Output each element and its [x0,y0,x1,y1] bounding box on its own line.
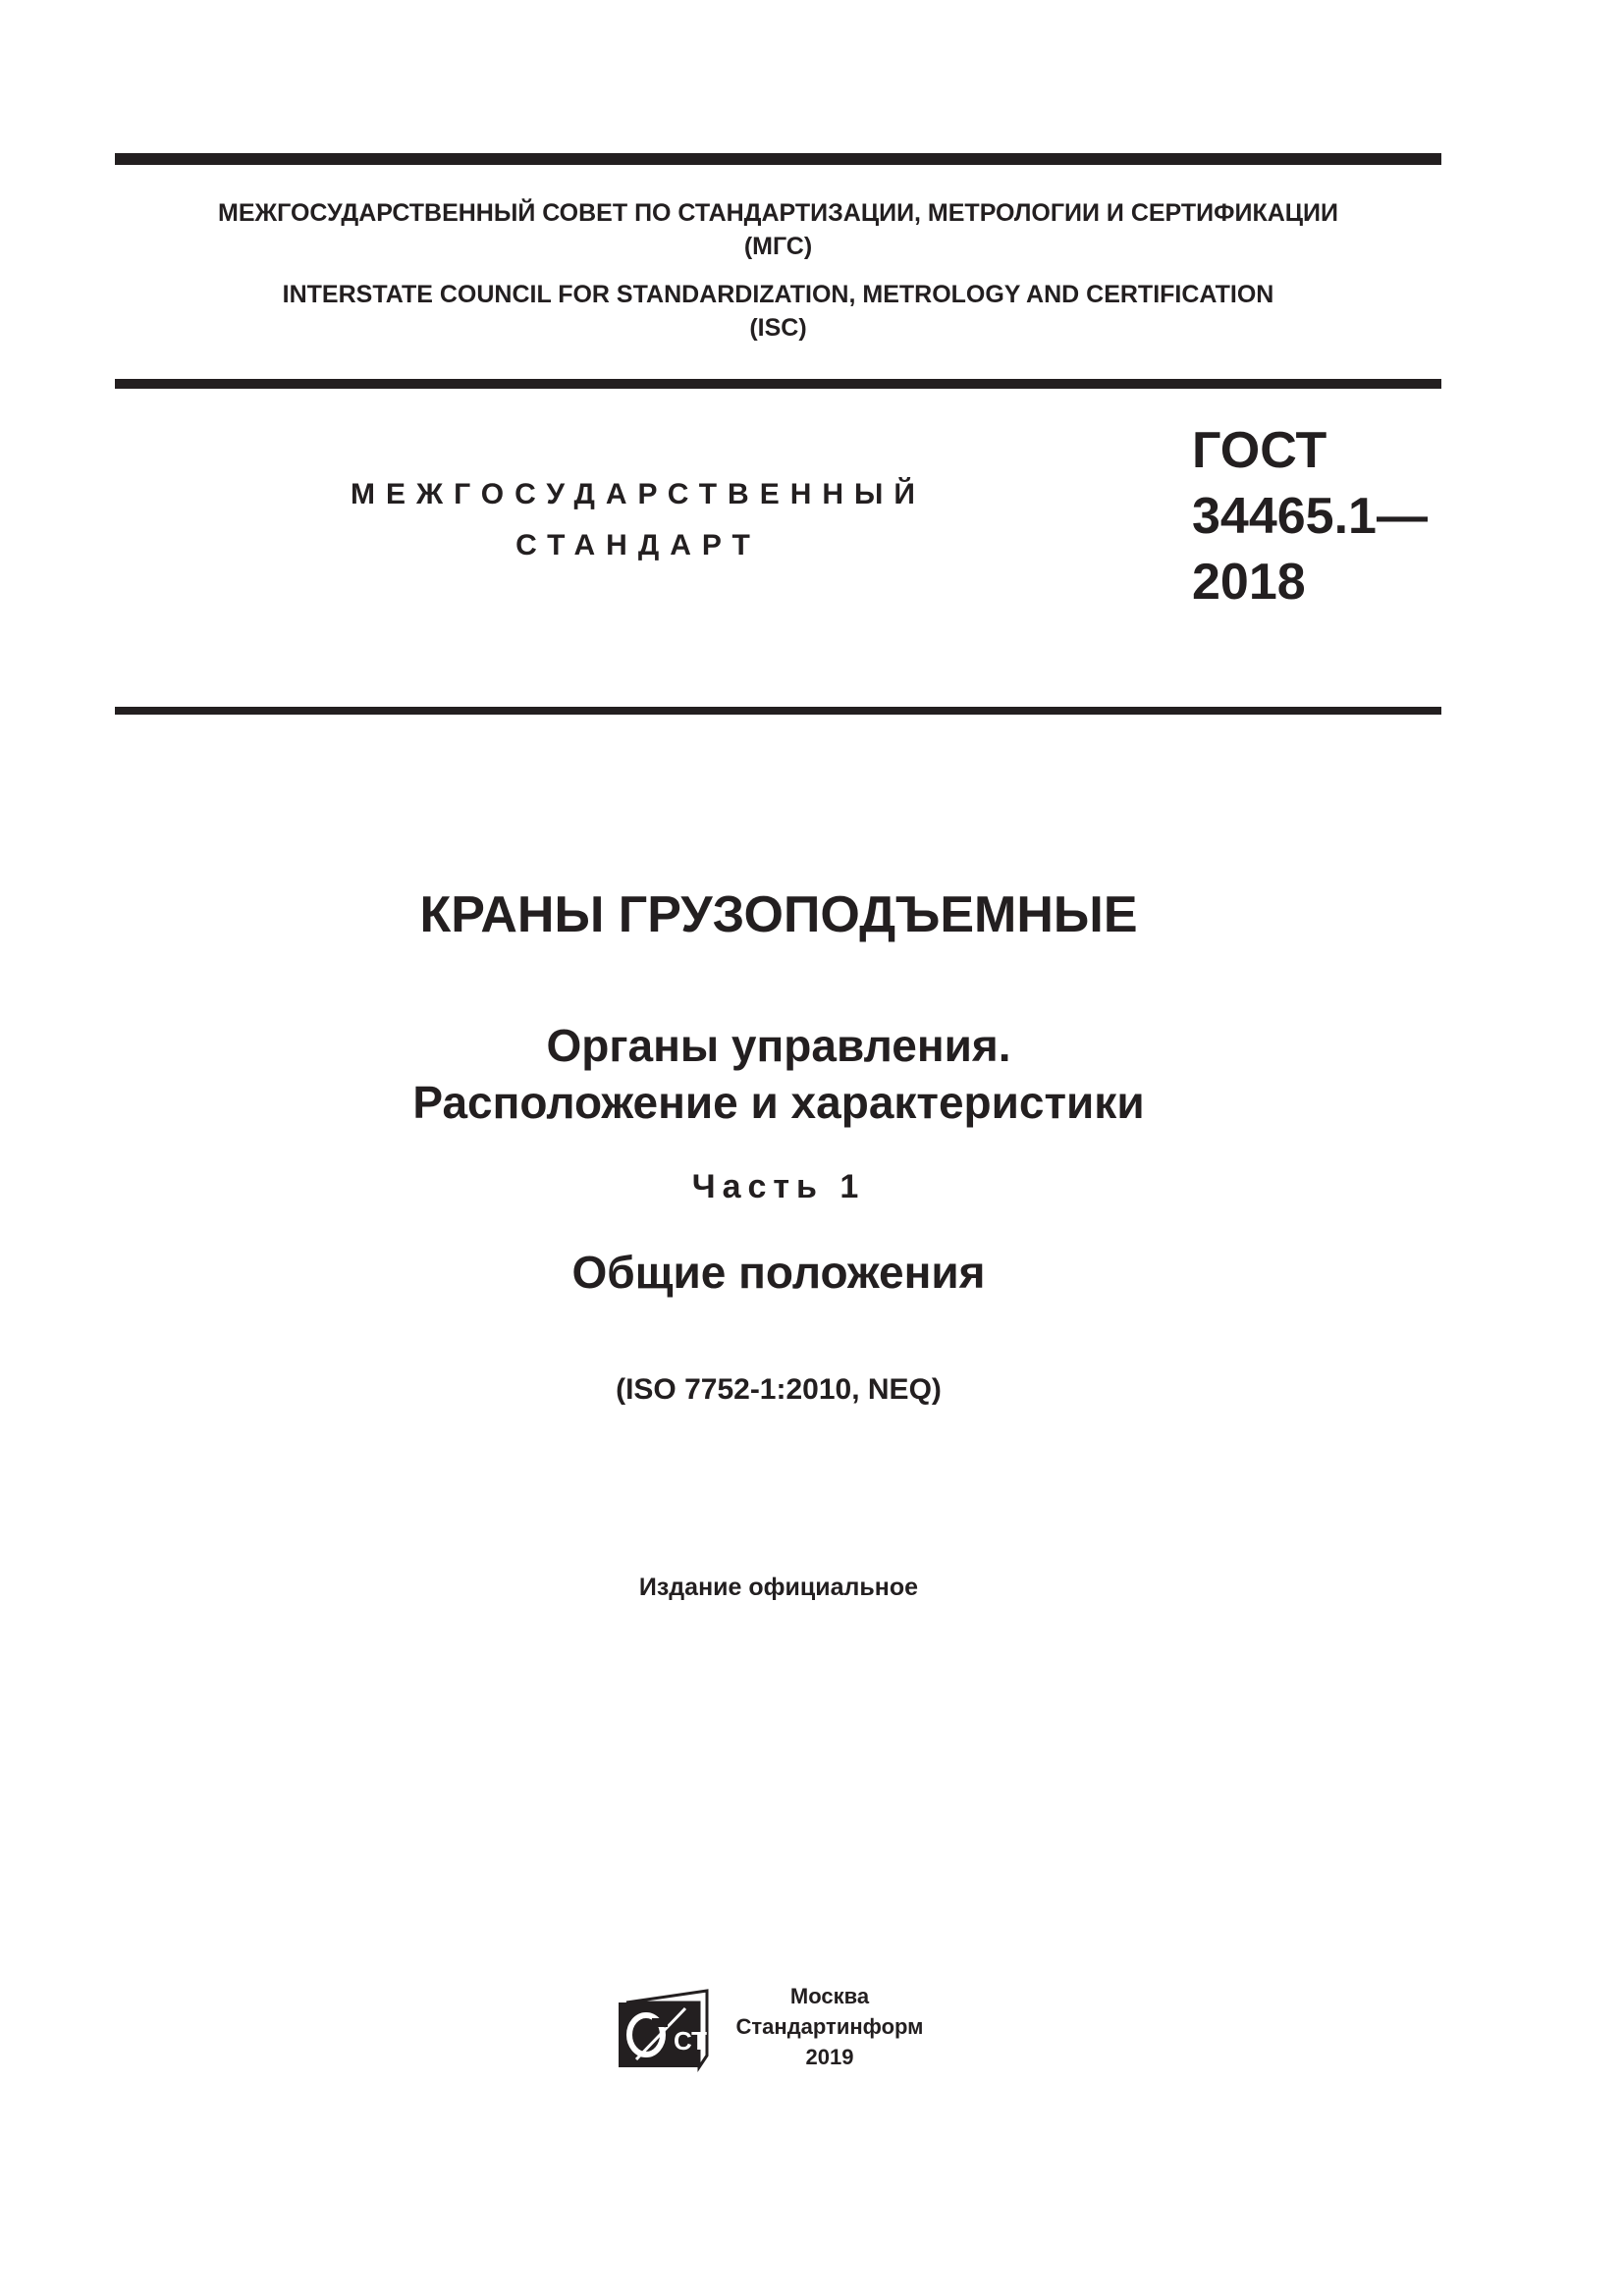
middle-rule [115,379,1441,389]
edition-note: Издание официальное [638,1574,919,1601]
gost-designation-line1: ГОСТ [1192,422,1327,479]
part-label: Часть 1 [691,1168,866,1205]
standard-kind-line1: МЕЖГОСУДАРСТВЕННЫЙ [351,478,926,510]
gost-designation-line2: 34465.1— [1192,488,1428,545]
council-name-ru-line1: МЕЖГОСУДАРСТВЕННЫЙ СОВЕТ ПО СТАНДАРТИЗАЦИИ, МЕТРОЛОГИИ И СЕРТИФИКАЦИИ [218,199,1338,227]
publisher-name: Стандартинформ [735,2014,924,2039]
publisher-text [727,1981,933,2072]
document-subtitle-line2: Расположение и характеристики [412,1077,1145,1128]
council-name-en-line2: (ISC) [749,314,807,342]
iso-reference: (ISO 7752-1:2010, NEQ) [616,1373,942,1406]
document-subtitle-line1: Органы управления. [546,1020,1011,1071]
gost-designation-line3: 2018 [1192,554,1306,611]
gost-designation [1192,418,1428,615]
standard-kind-line2: СТАНДАРТ [515,529,761,561]
council-name-ru-line2: (МГС) [743,233,813,260]
publisher-city: Москва [789,1984,870,2008]
lower-rule [115,707,1441,715]
standartinform-logo-icon [617,1989,726,2069]
document-title: КРАНЫ ГРУЗОПОДЪЕМНЫЕ [419,886,1138,943]
top-rule [115,153,1441,165]
publisher-year: 2019 [805,2045,854,2069]
standard-kind [295,469,982,571]
part-title: Общие положения [571,1247,986,1298]
council-name-en-line1: INTERSTATE COUNCIL FOR STANDARDIZATION, METROLOGY AND CERTIFICATION [282,281,1274,308]
publisher-block [617,1981,950,2079]
council-name-ru [115,196,1441,263]
logo-letters: СТИ [674,2026,726,2056]
council-name-en [115,278,1441,345]
